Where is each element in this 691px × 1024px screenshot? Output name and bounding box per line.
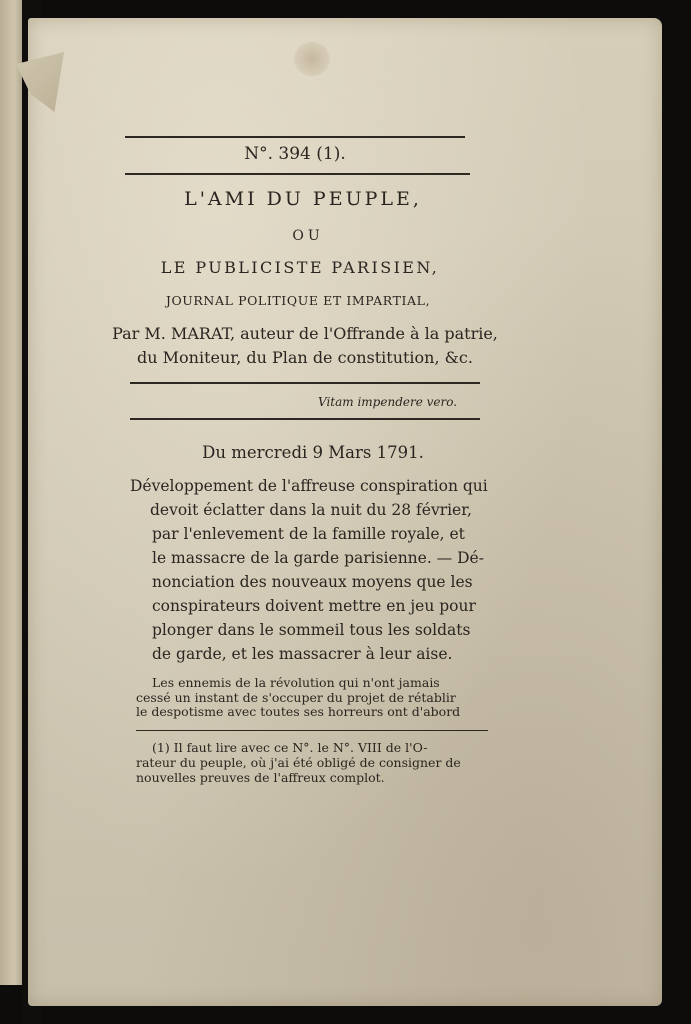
summary-line: devoit éclatter dans la nuit du 28 février,: [150, 501, 472, 519]
footnote-line: rateur du peuple, où j'ai été obligé de consigner de: [136, 755, 461, 770]
newspaper-page: [28, 18, 662, 1006]
author-line-2: du Moniteur, du Plan de constitution, &c.: [137, 348, 473, 367]
issue-number: N°. 394 (1).: [244, 144, 346, 164]
footnote: [136, 740, 498, 785]
issue-date: Du mercredi 9 Mars 1791.: [202, 443, 424, 462]
header-rule: [130, 382, 480, 384]
motto-rule: [130, 418, 480, 420]
journal-line: JOURNAL POLITIQUE ET IMPARTIAL,: [165, 293, 431, 308]
body-line: cessé un instant de s'occuper du projet de rétablir: [136, 689, 456, 705]
masthead-subtitle: LE PUBLICISTE PARISIEN,: [160, 258, 440, 277]
summary-line: le massacre de la garde parisienne. — Dé-: [152, 549, 484, 567]
summary-line: conspirateurs doivent mettre en jeu pour: [152, 597, 476, 615]
footnote-line: (1) Il faut lire avec ce N°. le N°. VIII de l'O-: [152, 740, 428, 755]
author-line-1: Par M. MARAT, auteur de l'Offrande à la patrie,: [112, 324, 498, 343]
number-rule: [125, 173, 470, 175]
masthead-conjunction: OU: [292, 228, 324, 244]
summary-line: par l'enlevement de la famille royale, et: [152, 525, 465, 543]
body-line: Les ennemis de la révolution qui n'ont jamais: [152, 675, 440, 690]
summary-line: nonciation des nouveaux moyens que les: [152, 573, 473, 591]
paper-stain: [294, 42, 330, 76]
summary-line: Développement de l'affreuse conspiration qui: [130, 477, 488, 495]
footnote-rule: [136, 730, 488, 731]
motto: Vitam impendere vero.: [318, 395, 458, 409]
article-summary: [130, 474, 500, 666]
summary-line: de garde, et les massacrer à leur aise.: [152, 645, 453, 663]
summary-line: plonger dans le sommeil tous les soldats: [152, 621, 471, 639]
footnote-line: nouvelles preuves de l'affreux complot.: [136, 770, 385, 785]
article-body: [136, 676, 498, 720]
body-line: le despotisme avec toutes ses horreurs ont d'abord: [136, 704, 461, 719]
top-rule: [125, 136, 465, 138]
masthead-title: L'AMI DU PEUPLE,: [184, 188, 422, 210]
